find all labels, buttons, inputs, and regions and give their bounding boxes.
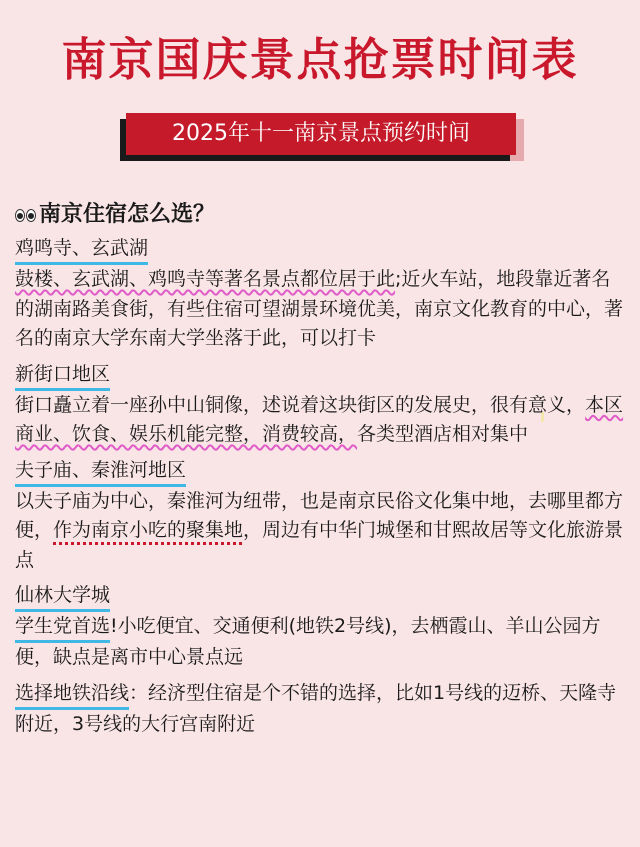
main-content [15,200,625,745]
section-xianlin [15,581,625,673]
highlight-text: 本区商业、饮食、娱乐机能完整，消费较高， [15,393,624,445]
section-paragraph [15,612,625,673]
section-fuzimiao [15,456,625,576]
section-paragraph [15,265,625,354]
paragraph-text: 街口矗立着一座孙中山铜像，述说着这块街区的发展史，很有意义， [15,393,586,416]
section-heading: 夫子庙、秦淮河地区 [15,456,186,487]
highlight-text: 作为南京小吃的聚集地 [53,519,244,541]
paragraph-text: 以夫子庙为中心，秦淮河为纽带，也是南京民俗文化集中地，去哪里都方便， [15,489,624,541]
paragraph-text: !小吃便宜、交通便利(地铁2号线)，去栖霞山、羊山公园方便，缺点是离市中心景点远 [15,615,601,668]
section-paragraph [15,487,625,576]
subtitle-banner: 2025年十一南京景点预约时间 [126,113,516,155]
question-text: 南京住宿怎么选？ [39,202,216,227]
section-paragraph [15,679,625,740]
highlight-text: 鼓楼、玄武湖、鸡鸣寺等著名景点都位居于此 [15,268,396,290]
section-jimingsi [15,234,625,354]
section-heading: 新街口地区 [15,360,110,391]
section-paragraph [15,391,625,450]
section-heading: 鸡鸣寺、玄武湖 [15,234,148,265]
paragraph-text: 各类型酒店相对集中 [357,423,529,445]
lead-highlight: 学生党首选 [15,612,110,643]
section-heading: 仙林大学城 [15,581,110,612]
page-title: 南京国庆景点抢票时间表 [61,33,579,86]
paragraph-text: ;近火车站，地段靠近著名的湖南路美食街，有些住宿可望湖景环境优美，南京文化教育的中心，著名的南京大学东南大学坐落于此，可以打卡 [15,268,624,349]
question-heading [15,200,625,230]
eyes-icon [15,209,36,222]
paragraph-text: ：经济型住宿是个不错的选择，比如1号线的迈桥、天隆寺附近，3号线的大行宫南附近 [15,681,617,735]
section-xinjiekou [15,360,625,450]
section-metro [15,679,625,740]
section-heading: 选择地铁沿线 [15,679,129,710]
paragraph-text: ，周边有中华门城堡和甘熙故居等文化旅游景点 [15,519,624,571]
